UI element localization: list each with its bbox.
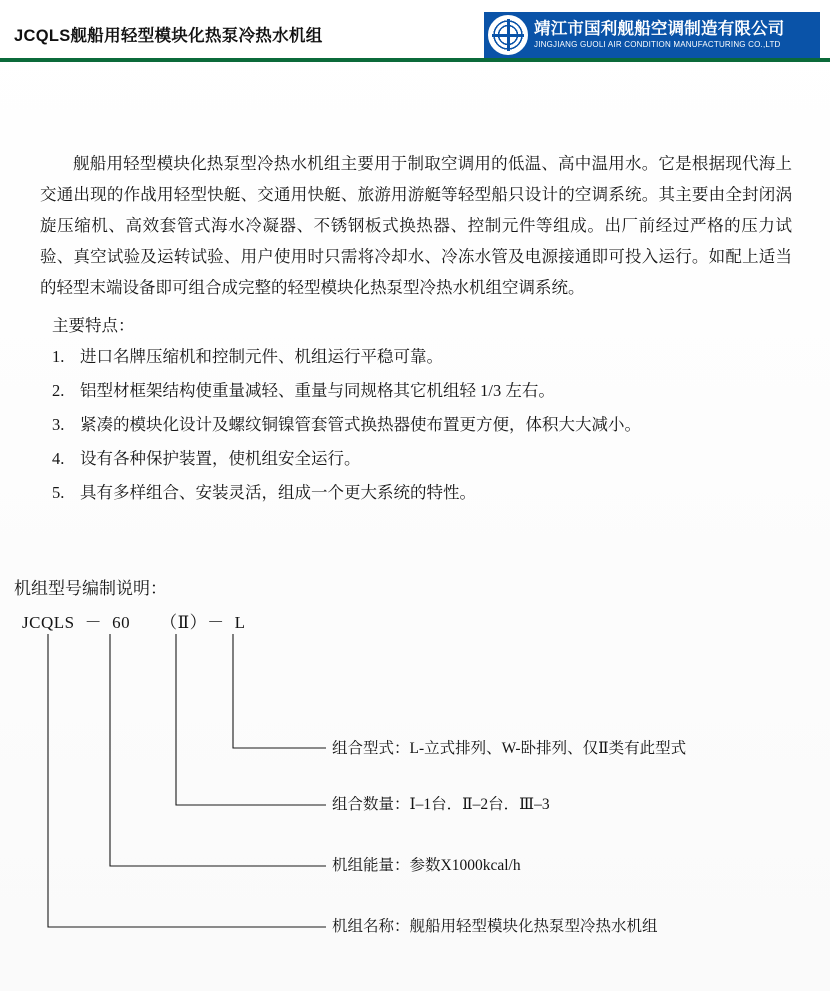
company-name-en: JINGJIANG GUOLI AIR CONDITION MANUFACTURING CO.,LTD [534, 40, 781, 50]
company-logo-text [534, 20, 785, 50]
list-item-number: 3. [52, 415, 65, 434]
legend-product-name [332, 914, 658, 936]
legend-arrangement [332, 736, 686, 758]
intro-paragraph: 舰船用轻型模块化热泵型冷热水机组主要用于制取空调用的低温、高中温用水。它是根据现代海上交通出现的作战用轻型快艇、交通用快艇、旅游用游艇等轻型船只设计的空调系统。其主要由全封闭涡旋压缩机、高效套管式海水冷凝器、不锈钢板式换热器、控制元件等组成。出厂前经过严格的压力试验、真空试验及运转试验、用户使用时只需将冷却水、冷冻水管及电源接通即可投入运行。如配上适当的轻型末端设备即可组合成完整的轻型模块化热泵型冷热水机组空调系统。 [40, 154, 792, 297]
legend-value: 舰船用轻型模块化热泵型冷热水机组 [409, 918, 658, 935]
model-code-string [22, 608, 246, 633]
list-item-number: 1. [52, 347, 65, 366]
legend-value: Ⅰ–1台．Ⅱ–2台．Ⅲ–3 [409, 796, 550, 813]
list-item-number: 4. [52, 449, 65, 468]
company-logo-banner [484, 12, 820, 58]
model-code-dash-1: － [84, 613, 103, 632]
list-item-text: 紧凑的模块化设计及螺纹铜镍管套管式换热器使布置更方便，体积大大减小。 [80, 415, 641, 434]
model-code-heading: 机组型号编制说明： [14, 579, 167, 598]
company-globe-logo-icon [488, 15, 528, 55]
header-divider [0, 58, 830, 62]
list-item [52, 442, 792, 476]
list-item-text: 进口名牌压缩机和控制元件、机组运行平稳可靠。 [80, 347, 443, 366]
model-code-prefix: JCQLS [22, 613, 75, 632]
page-title: JCQLS舰船用轻型模块化热泵冷热水机组 [14, 27, 323, 45]
legend-value: 参数X1000kcal/h [409, 857, 521, 874]
legend-capacity [332, 853, 521, 875]
legend-label: 组合数量： [332, 796, 410, 813]
list-item-text: 具有多样组合、安装灵活，组成一个更大系统的特性。 [80, 483, 476, 502]
legend-group-count [332, 792, 550, 814]
list-item [52, 476, 792, 510]
features-list [52, 340, 792, 510]
list-item-number: 5. [52, 483, 65, 502]
list-item [52, 340, 792, 374]
list-item-number: 2. [52, 381, 65, 400]
legend-value: L-立式排列、W-卧排列、仅Ⅱ类有此型式 [409, 740, 687, 757]
model-code-arrangement: L [234, 613, 246, 632]
model-code-dash-2: － [207, 613, 225, 632]
model-code-group-count: （Ⅱ） [160, 613, 208, 632]
company-name-cn: 靖江市国利舰船空调制造有限公司 [534, 20, 785, 39]
model-code-capacity: 60 [112, 613, 131, 632]
list-item-text: 设有各种保护装置，使机组安全运行。 [80, 449, 361, 468]
list-item-text: 铝型材框架结构使重量减轻、重量与同规格其它机组轻 1/3 左右。 [80, 381, 555, 400]
legend-label: 组合型式： [332, 740, 410, 757]
legend-label: 机组名称： [332, 918, 410, 935]
list-item [52, 374, 792, 408]
page-header [0, 0, 830, 72]
features-heading: 主要特点： [52, 316, 135, 335]
list-item [52, 408, 792, 442]
legend-label: 机组能量： [332, 857, 410, 874]
